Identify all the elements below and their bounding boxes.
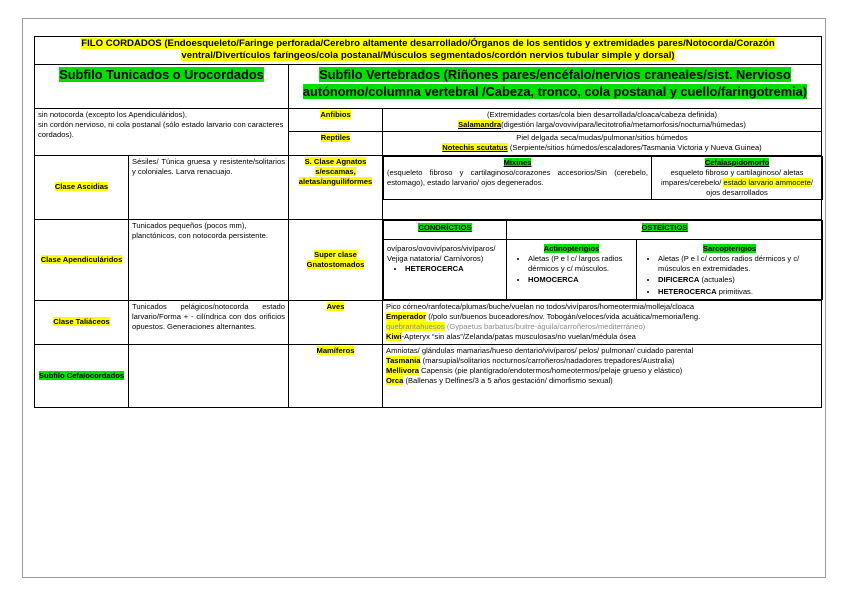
sarcopterigios-bullet-2-tail: (actuales): [701, 275, 735, 285]
apendicularidos-label-cell: [35, 219, 129, 300]
phylum-title: FILO CORDADOS (Endoesqueleto/Faringe perforada/Cerebro altamente desarrollado/Órganos de los sentidos y extremidades pares/Notocorda/Corazón ventral/Divertículos faríngeos/cola postanal/Músculos segmentados/cordón nervios tubular simple y dorsal): [81, 38, 775, 62]
anfibios-line1: (Extremidades cortas/cola bien desarrollada/cloaca/cabeza definida): [486, 109, 718, 119]
reptiles-label-cell: [289, 132, 383, 155]
mixines-cell: [384, 156, 652, 200]
tunicados-heading: Subfilo Tunicados o Urocordados: [59, 66, 264, 82]
mamiferos-line1: Amniotas/ glándulas mamarias/hueso dentario/vivíparos/ pelos/ pulmonar/ cuidado parental: [386, 345, 694, 355]
taliaceos-desc-cell: [129, 300, 289, 344]
actinopterigios-title: Actinopterigios: [543, 243, 600, 253]
quebrantahuesos-name: quebrantahuesos: [386, 322, 445, 332]
reptiles-line1: Piel delgada seca/mudas/pulmonar/sitios húmedos: [516, 133, 688, 143]
reptiles-line2: [386, 143, 818, 153]
notechis-desc: (Serpiente/sitios húmedos/escaladores/Tasmania Victoria y Nueva Guinea): [509, 143, 762, 153]
condrictios-bullet: • HETEROCERCA: [405, 264, 503, 274]
cefalocordados-label-cell: [35, 344, 129, 407]
cefalaspidomorfo-cell: [652, 156, 823, 200]
mixines-title: Mixines: [503, 157, 532, 167]
ascidias-label-cell: [35, 155, 129, 219]
taliaceos-desc: Tunicados pelágicos/notocorda estado larvario/Forma + - cilíndrica con dos orificios opuestos. Generaciones alternantes.: [132, 301, 285, 332]
mixines-desc: (esqueleto fibroso y cartilaginoso/corazones accesorios/Sin (cerebelo, estomago), estado larvario/ ojos degenerados.: [387, 167, 648, 188]
salamandra-name: Salamandra: [458, 120, 502, 130]
mamiferos-label: Mamíferos: [316, 345, 355, 355]
notechis-name: Notechis scutatus: [442, 143, 508, 153]
anfibios-line2: [386, 120, 818, 130]
aves-label-cell: [289, 300, 383, 344]
taliaceos-label-cell: [35, 300, 129, 344]
condrictios-desc: ovíparos/ovovivíparos/vivíparos/ Vejiga natatoria/ Carnívoros): [387, 243, 496, 264]
agnatos-content-cell: [383, 155, 822, 219]
aves-label: Aves: [326, 301, 345, 311]
anfibios-desc-cell: [383, 108, 822, 131]
tasmania-name: Tasmania: [386, 355, 421, 365]
chordates-table: [34, 36, 822, 408]
subphylum-header-row: [35, 64, 822, 108]
orca-name: Orca: [386, 376, 404, 386]
actinopterigios-bullet-2: • HOMOCERCA: [528, 275, 633, 285]
taliaceos-label: Clase Taliáceos: [53, 317, 110, 327]
mamiferos-label-cell: [289, 344, 383, 407]
actinopterigios-bullet-1: • Aletas (P e l c/ largos radios dérmicos y c/ músculos.: [528, 254, 633, 274]
phylum-title-cell: [35, 37, 822, 65]
kiwi-desc: -Apteryx “sin alas”/Zelanda/patas musculosas/no vuelan/médula ósea: [401, 332, 636, 342]
osteictios-header-cell: [507, 220, 823, 239]
anfibios-row: [35, 108, 822, 131]
condrictios-header-cell: [384, 220, 507, 239]
anfibios-label-cell: [289, 108, 383, 131]
sarcopterigios-bullet-2: DIFICERCA: [658, 275, 700, 285]
orca-desc: (Ballenas y Delfines/3 a 5 años gestación/ dimorfismo sexual): [405, 376, 613, 386]
cefalaspidomorfo-highlight: estado larvario ammocete: [723, 178, 811, 188]
cefalocordados-empty-cell: [129, 344, 289, 407]
cefalocordados-label: Subfilo Cefalocordados: [38, 370, 125, 380]
agnatos-label-cell: [289, 155, 383, 219]
vertebrados-heading: Subfilo Vertebrados (Riñones pares/encéfalo/nervios craneales/sist. Nervioso autónomo/columna vertebral /Cabeza, tronco, cola postanal y cuello/faringotremia): [302, 66, 808, 99]
salamandra-desc: (digestión larga/ovovivípara/lecitotrofia/metamorfosis/nocturna/húmedas): [501, 120, 746, 130]
tunicados-header-cell: [35, 64, 289, 108]
sarcopterigios-bullet-3-tail: primitivas.: [718, 286, 753, 296]
taliaceos-row: [35, 300, 822, 344]
quebrantahuesos-desc: (Gypaetus barbatus/buitre-águila/carroñeros/mediterráneo): [446, 322, 646, 332]
reptiles-desc-cell: [383, 132, 822, 155]
agnatos-inner-table: [383, 156, 823, 201]
gnatostomados-label-cell: [289, 219, 383, 300]
cefalaspidomorfo-title: Cefalaspidomorfo: [704, 157, 770, 167]
sarcopterigios-title: Sarcopterigios: [702, 243, 757, 253]
condrictios-cell: [384, 239, 507, 299]
cefalaspidomorfo-desc2: / ojos desarrollados: [706, 178, 813, 198]
condrictios-title: CONDRÍCTIOS: [418, 222, 472, 232]
tasmania-desc: (marsupial/solitarios nocturnos/carroñeros/nadadores trepadores/Australia): [422, 355, 675, 365]
title-row: [35, 37, 822, 65]
mamiferos-desc-cell: [383, 344, 822, 407]
aves-desc-cell: [383, 300, 822, 344]
cefalaspidomorfo-desc1: esqueleto fibroso y cartilaginoso/ aletas impares/cerebelo/: [661, 167, 804, 188]
gnatostomados-content-cell: [383, 219, 822, 300]
aves-line1: Pico córneo/ranfoteca/plumas/buche/vuelan no todos/vivíparos/homeotermia/molleja/cloaca: [386, 301, 695, 311]
osteictios-title: OSTEÍCTIOS: [641, 222, 688, 232]
sarcopterigios-bullet-1: • Aletas (P e l c/ cortos radios dérmicos y c/ músculos en extremidades.: [658, 254, 819, 274]
anfibios-label: Anfibios: [320, 109, 351, 119]
tunicados-intro-cell: [35, 108, 289, 155]
emperador-name: Emperador: [386, 312, 427, 322]
sarcopterigios-bullet-3: HETEROCERCA: [658, 286, 717, 296]
vertebrados-header-cell: [289, 64, 822, 108]
apendicularidos-desc-cell: [129, 219, 289, 300]
tunicados-intro: sin notocorda (excepto los Apendiculáridos), sin cordón nervioso, ni cola postanal (sólo estado larvario con caracteres cordados).: [38, 109, 284, 140]
ascidias-desc-cell: [129, 155, 289, 219]
sarcopterigios-cell: [637, 239, 823, 299]
actinopterigios-cell: [507, 239, 637, 299]
apendicularidos-desc: Tunicados pequeños (pocos mm), planctónicos, con notocorda persistente.: [132, 220, 268, 240]
ascidias-label: Clase Ascidias: [54, 182, 109, 192]
reptiles-label: Reptiles: [320, 133, 351, 143]
agnatos-label: S. Clase Agnatos s/escamas, aletas/anguiliformes: [298, 156, 373, 187]
ascidias-row: [35, 155, 822, 219]
gnatostomados-inner-table: [383, 220, 823, 300]
kiwi-name: Kiwi: [386, 332, 402, 342]
apendicularidos-row: [35, 219, 822, 300]
cefalocordados-row: [35, 344, 822, 407]
mellivora-name: Mellivora: [386, 366, 419, 376]
gnatostomados-label: Super clase Gnatostomados: [306, 249, 365, 269]
apendicularidos-label: Clase Apendiculáridos: [40, 254, 123, 264]
emperador-desc: (/polo sur/buenos buceadores/nov. Tobogán/veloces/vida acuática/memoria/leng.: [428, 312, 701, 322]
mellivora-desc: Capensis (pie plantígrado/endotermos/homeotermos/pelaje grueso y elástico): [421, 366, 683, 376]
ascidias-desc: Sésiles/ Túnica gruesa y resistente/solitarios y coloniales. Larva renacuajo.: [132, 156, 285, 176]
